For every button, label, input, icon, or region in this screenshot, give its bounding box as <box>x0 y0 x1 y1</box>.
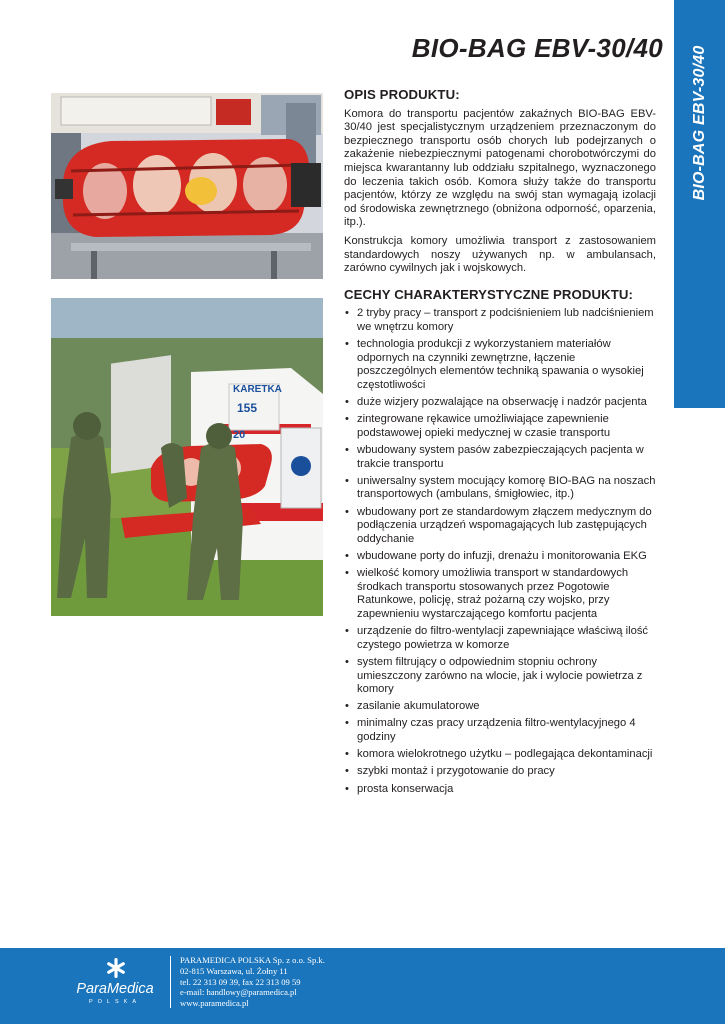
ambulance-loading-photo <box>51 298 323 616</box>
list-item: • 2 tryby pracy – transport z podciśnieniem lub nadciśnieniem we wnętrzu komory <box>344 307 656 334</box>
list-item: • wielkość komory umożliwia transport w standardowych środkach transportu stosowanych przez Pogotowie Ratunkowe, policję, straż pożarną czy wojsko, przy zapewnieniu wystarczającego komfortu pacjenta <box>344 567 656 621</box>
list-item: • zasilanie akumulatorowe <box>344 700 656 714</box>
list-item: • komora wielokrotnego użytku – podlegająca dekontaminacji <box>344 748 656 762</box>
features-heading: CECHY CHARAKTERYSTYCZNE PRODUKTU: <box>344 286 634 302</box>
list-item: • duże wizjery pozwalające na obserwację i nadzór pacjenta <box>344 396 656 410</box>
list-item: • szybki montaż i przygotowanie do pracy <box>344 765 656 779</box>
list-item: • wbudowany system pasów zabezpieczających pacjenta w trakcie transportu <box>344 444 656 471</box>
description-paragraph: Komora do transportu pacjentów zakaźnych BIO-BAG EBV-30/40 jest specjalistycznym urządzeniem przeznaczonym do bezpiecznego transportu osób chorych lub podejrzanych o zakażenie niebezpiecznymi patogenami chorobotwórczymi do miejsca kwarantanny lub oddziału szpitalnego, wyznaczonego do leczenia takich osób. Komora służy także do transportu pacjentów, którzy ze względu na swój stan wymagają izolacji od środowiska zewnętrznego (obniżona odporność, oparzenia, itp.). <box>344 107 656 229</box>
description-heading: OPIS PRODUKTU: <box>344 87 460 102</box>
ambulance-number-2: 20 <box>233 429 246 441</box>
list-item: • wbudowane porty do infuzji, drenażu i monitorowania EKG <box>344 550 656 564</box>
list-item: • wbudowany port ze standardowym złączem medycznym do podłączenia urządzeń wspomagających lub zastępujących oddychanie <box>344 506 656 547</box>
list-item: • minimalny czas pracy urządzenia filtro-wentylacyjnego 4 godziny <box>344 717 656 744</box>
company-address: 02-815 Warszawa, ul. Żołny 11 <box>180 965 288 976</box>
logo-wordmark: ParaMedica <box>76 981 154 997</box>
company-website[interactable]: www.paramedica.pl <box>180 998 249 1009</box>
list-item: • prosta konserwacja <box>344 783 656 797</box>
description-paragraph: Konstrukcja komory umożliwia transport z zastosowaniem standardowych noszy używanych np. w ambulansach, zarówno cywilnych jak i wojskowych. <box>344 234 656 275</box>
list-item: • uniwersalny system mocujący komorę BIO-BAG na noszach transportowych (ambulans, śmigłowiec, itp.) <box>344 475 656 502</box>
side-tab-label: BIO-BAG EBV-30/40 <box>690 45 708 201</box>
list-item: • technologia produkcji z wykorzystaniem materiałów odpornych na czynniki zewnętrzne, łączenie poszczególnych elementów techniką spawania o wysokiej częstotliwości <box>344 338 656 392</box>
product-content <box>344 88 656 800</box>
page-title: BIO-BAG EBV-30/40 <box>411 33 663 63</box>
company-email[interactable]: e-mail: handlowy@paramedica.pl <box>180 987 297 998</box>
list-item: • zintegrowane rękawice umożliwiające zapewnienie podstawowej opieki medycznej w czasie transportu <box>344 413 656 440</box>
side-tab <box>674 0 725 408</box>
ambulance-number: 155 <box>237 401 258 415</box>
contact-block <box>180 955 325 1009</box>
list-item: • system filtrujący o odpowiednim stopniu ochrony umieszczony zarówno na wlocie, jak i wylocie powietrza z komory <box>344 656 656 697</box>
bio-bag-interior-photo <box>51 93 323 279</box>
ambulance-lettering: KARETKA <box>233 384 282 395</box>
logo-subtitle: POLSKA <box>88 999 141 1005</box>
list-item: • urządzenie do filtro-wentylacji zapewniające właściwą ilość czystego powietrza w komorze <box>344 625 656 652</box>
features-list <box>344 307 656 796</box>
footer-divider <box>170 956 171 1008</box>
company-phone: tel. 22 313 09 39, fax 22 313 09 59 <box>180 976 301 987</box>
company-name: PARAMEDICA POLSKA Sp. z o.o. Sp.k. <box>180 955 325 965</box>
